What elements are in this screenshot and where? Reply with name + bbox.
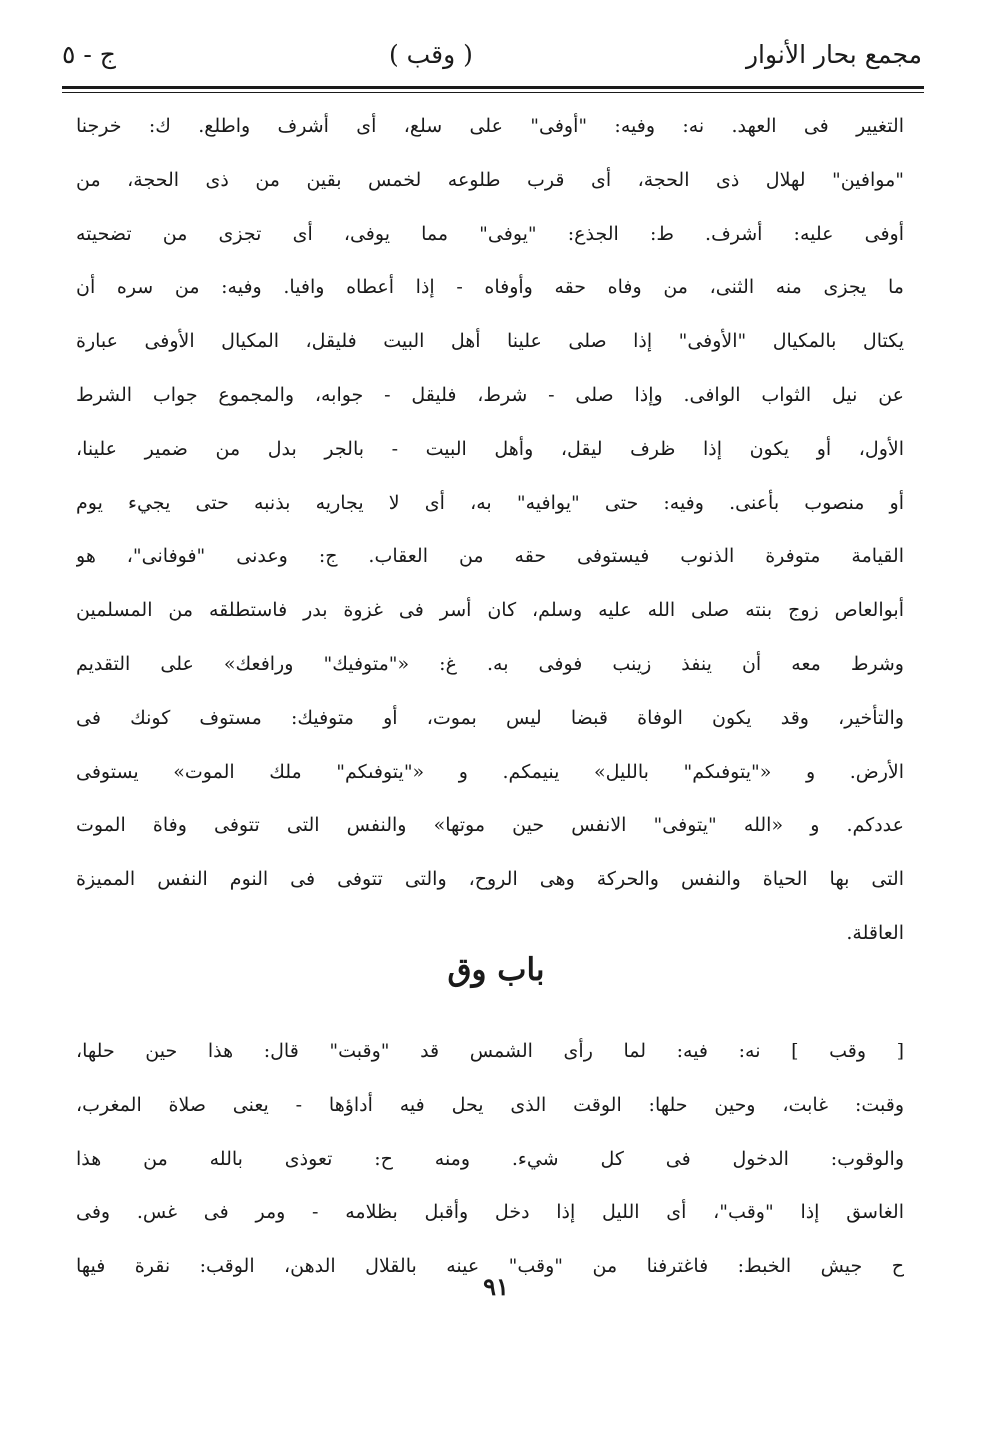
entry-word: ( وقب ) (388, 39, 473, 69)
text-line: عددكم. و «الله "يتوفى" الانفس حين موتها» والنفس التى تتوفى وفاة الموت (76, 814, 904, 837)
text-line: الأول، أو يكون إذا ظرف ليقل، وأهل البيت - بالجر بدل من ضمير علينا، (76, 437, 904, 460)
text-line: الأرض. و «"يتوفىكم" بالليل» ينيمكم. و «"يتوفىكم" ملك الموت» يستوفى (76, 760, 904, 783)
text-line: أبوالعاص زوج بنته صلى الله عليه وسلم، كان أسر فى غزوة بدر فاستطلقه من المسلمين (76, 599, 904, 622)
text-line: عن نيل الثواب الوافى. وإذا صلى - شرط، فليقل - جوابه، والمجموع جواب الشرط (76, 383, 904, 406)
text-line: [ وقب ] نه: فيه: لما رأى الشمس قد "وقبت" قال: هذا حين حلها، (76, 1040, 904, 1062)
paragraph-2 (76, 1025, 904, 1294)
text-line: أوفى عليه: أشرف. ط: الجذع: "يوفى" مما يوفى، أى تجزى من تضحيته (76, 222, 904, 245)
text-line: والتأخير، وقد يكون الوفاة قبضا ليس بموت، أو متوفيك: مستوف كونك فى (76, 706, 904, 729)
section-heading: باب وق (447, 952, 545, 988)
running-header (62, 28, 922, 80)
text-line: الغاسق إذا "وقب"، أى الليل إذا دخل وأقبل بظلامه - ومر فى غس. وفى (76, 1201, 904, 1224)
text-line: التى بها الحياة والنفس والحركة وهى الروح، والتى تتوفى فى النوم النفس المميزة (76, 868, 904, 891)
volume-label: ج - ٥ (62, 39, 116, 69)
page-number: ٩١ (483, 1272, 509, 1301)
text-line: وشرط معه أن ينفذ زينب فوفى به. غ: «"متوفيك" ورافعك» على التقديم (76, 652, 904, 675)
text-line: العاقلة. (846, 921, 904, 944)
text-line: يكتال بالمكيال "الأوفى" إذا صلى علينا أهل البيت فليقل، المكيال الأوفى عبارة (76, 330, 904, 353)
text-line: التغيير فى العهد. نه: وفيه: "أوفى" على سلع، أى أشرف واطلع. ك: خرجنا (76, 115, 904, 137)
header-rule-thin (62, 92, 924, 93)
text-line: أو منصوب بأعنى. وفيه: حتى "يوافيه" به، أى لا يجاريه بذنبه حتى يجيء يوم (76, 491, 904, 514)
text-line: والوقوب: الدخول فى كل شيء. ومنه ح: تعوذى بالله من هذا (76, 1147, 904, 1170)
paragraph-1 (76, 100, 904, 961)
text-line: ح جيش الخبط: فاغترفنا من "وقب" عينه بالقلال الدهن، الوقب: نقرة فيها (76, 1255, 904, 1278)
text-line: ما يجزى منه الثنى، من وفاه حقه وأوفاه - إذا أعطاه وافيا. وفيه: من سره أن (76, 276, 904, 299)
header-rule-thick (62, 86, 924, 89)
text-line: وقبت: غابت، وحين حلها: الوقت الذى يحل فيه أداؤها - يعنى صلاة المغرب، (76, 1093, 904, 1116)
book-title: مجمع بحار الأنوار (745, 39, 922, 69)
text-line: القيامة متوفرة الذنوب فيستوفى حقه من العقاب. ج: وعدنى "فوفانى"، هو (76, 545, 904, 568)
text-line: "موافين" لهلال ذى الحجة، أى قرب طلوعه لخمس بقين من ذى الحجة، من (76, 168, 904, 191)
